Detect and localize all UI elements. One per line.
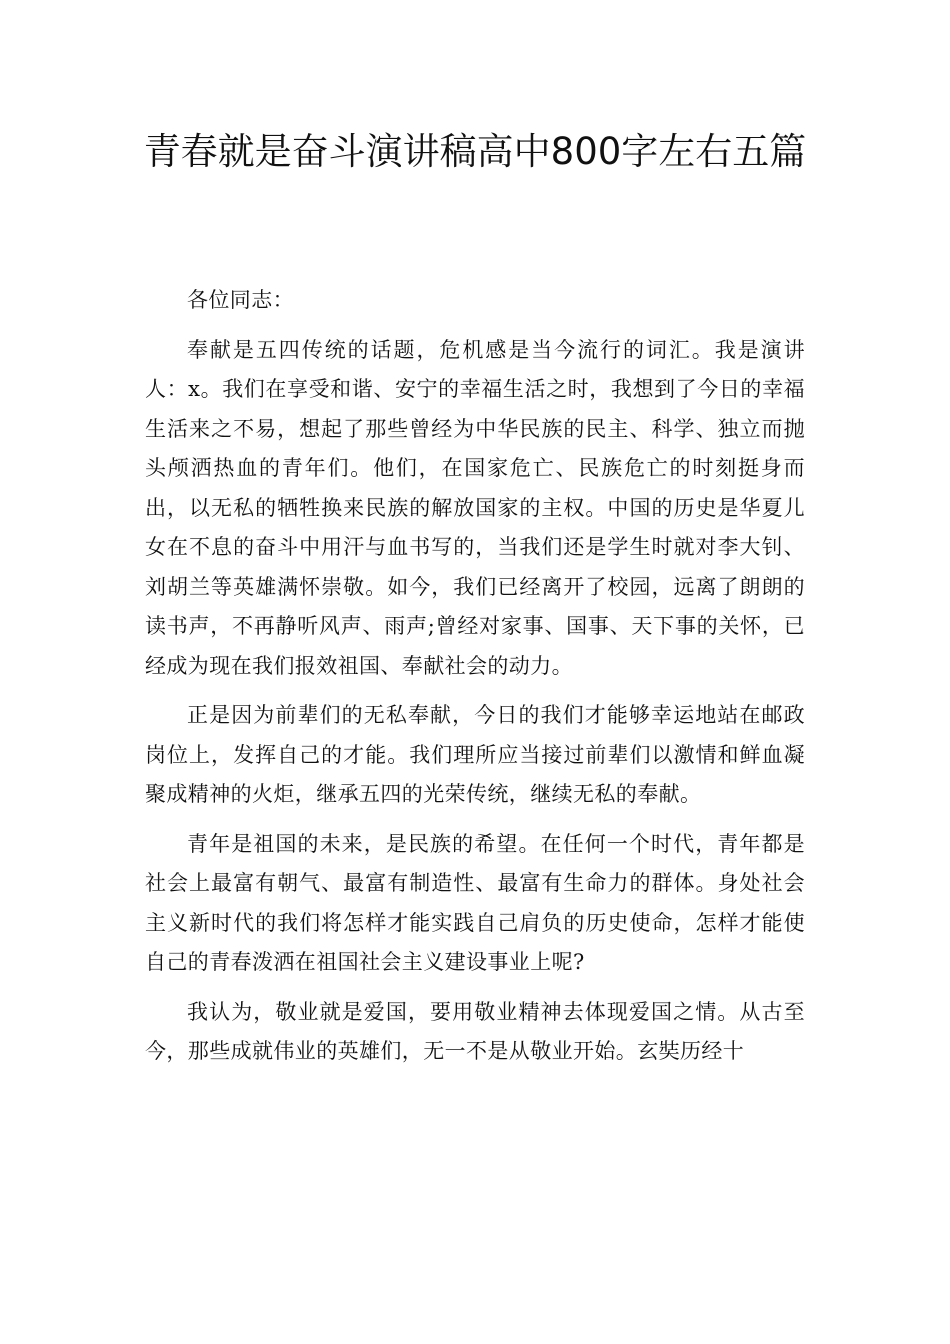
paragraph-3: 青年是祖国的未来，是民族的希望。在任何一个时代，青年都是社会上最富有朝气、最富有制造性、最富有生命力的群体。身处社会主义新时代的我们将怎样才能实践自己肩负的历史使命，怎样才能使自己的青春泼洒在祖国社会主义建设事业上呢?: [145, 831, 805, 974]
paragraph-4: 我认为，敬业就是爱国，要用敬业精神去体现爱国之情。从古至今，那些成就伟业的英雄们，无一不是从敬业开始。玄奘历经十: [145, 999, 805, 1063]
salutation: 各位同志：: [187, 288, 294, 312]
paragraph-2: 正是因为前辈们的无私奉献，今日的我们才能够幸运地站在邮政岗位上，发挥自己的才能。我们理所应当接过前辈们以激情和鲜血凝聚成精神的火炬，继承五四的光荣传统，继续无私的奉献。: [145, 703, 805, 806]
document-title: 青春就是奋斗演讲稿高中800字左右五篇: [143, 130, 807, 173]
paragraph-1: 奉献是五四传统的话题，危机感是当今流行的词汇。我是演讲人：x。我们在享受和谐、安宁的幸福生活之时，我想到了今日的幸福生活来之不易，想起了那些曾经为中华民族的民主、科学、独立而抛头颅洒热血的青年们。他们，在国家危亡、民族危亡的时刻挺身而出，以无私的牺牲换来民族的解放国家的主权。中国的历史是华夏儿女在不息的奋斗中用汗与血书写的，当我们还是学生时就对李大钊、刘胡兰等英雄满怀崇敬。如今，我们已经离开了校园，远离了朗朗的读书声，不再静听风声、雨声;曾经对家事、国事、天下事的关怀，已经成为现在我们报效祖国、奉献社会的动力。: [145, 337, 805, 678]
document-body: [145, 281, 805, 1082]
